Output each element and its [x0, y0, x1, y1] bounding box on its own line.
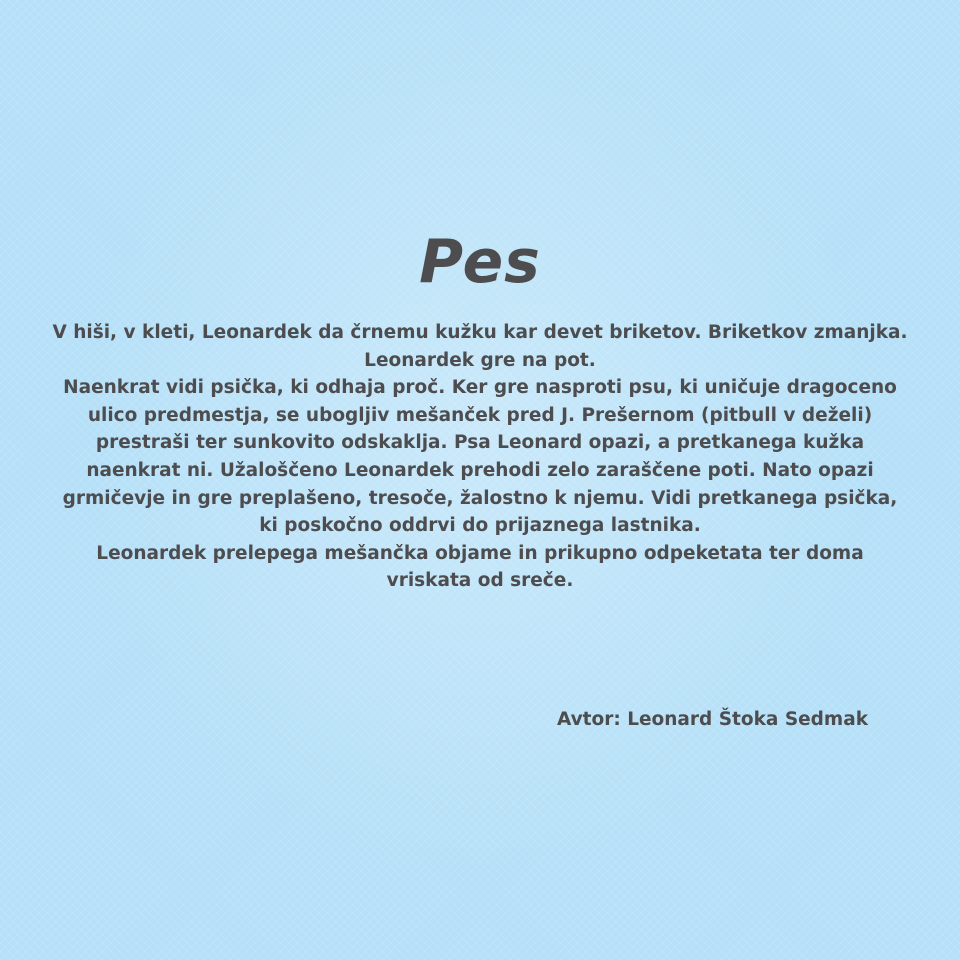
story-line: V hiši, v kleti, Leonardek da črnemu kužku kar devet briketov. Briketkov zmanjka.: [52, 322, 908, 343]
page-title: Pes: [419, 227, 541, 297]
story-line: Naenkrat vidi psička, ki odhaja proč. Ker gre nasproti psu, ki uničuje dragoceno: [63, 377, 897, 399]
story-line: ki poskočno oddrvi do prijaznega lastnika.: [259, 515, 701, 537]
story-text: [40, 319, 920, 595]
story-line: naenkrat ni. Užaloščeno Leonardek prehodi zelo zaraščene poti. Nato opazi: [86, 459, 874, 481]
story-line: Leonardek prelepega mešančka objame in prikupno odpeketata ter doma: [96, 542, 864, 564]
story-line: prestraši ter sunkovito odskaklja. Psa Leonard opazi, a pretkanega kužka: [95, 432, 865, 454]
story-line: Leonardek gre na pot.: [364, 349, 596, 371]
story-line: ulico predmestja, se ubogljiv mešanček pred J. Prešernom (pitbull v deželi): [87, 404, 873, 426]
story-line: grmičevje in gre preplašeno, tresoče, žalostno k njemu. Vidi pretkanega psička,: [62, 487, 898, 509]
story-line: vriskata od sreče.: [386, 570, 574, 592]
author-credit: Avtor: Leonard Štoka Sedmak: [556, 709, 868, 730]
